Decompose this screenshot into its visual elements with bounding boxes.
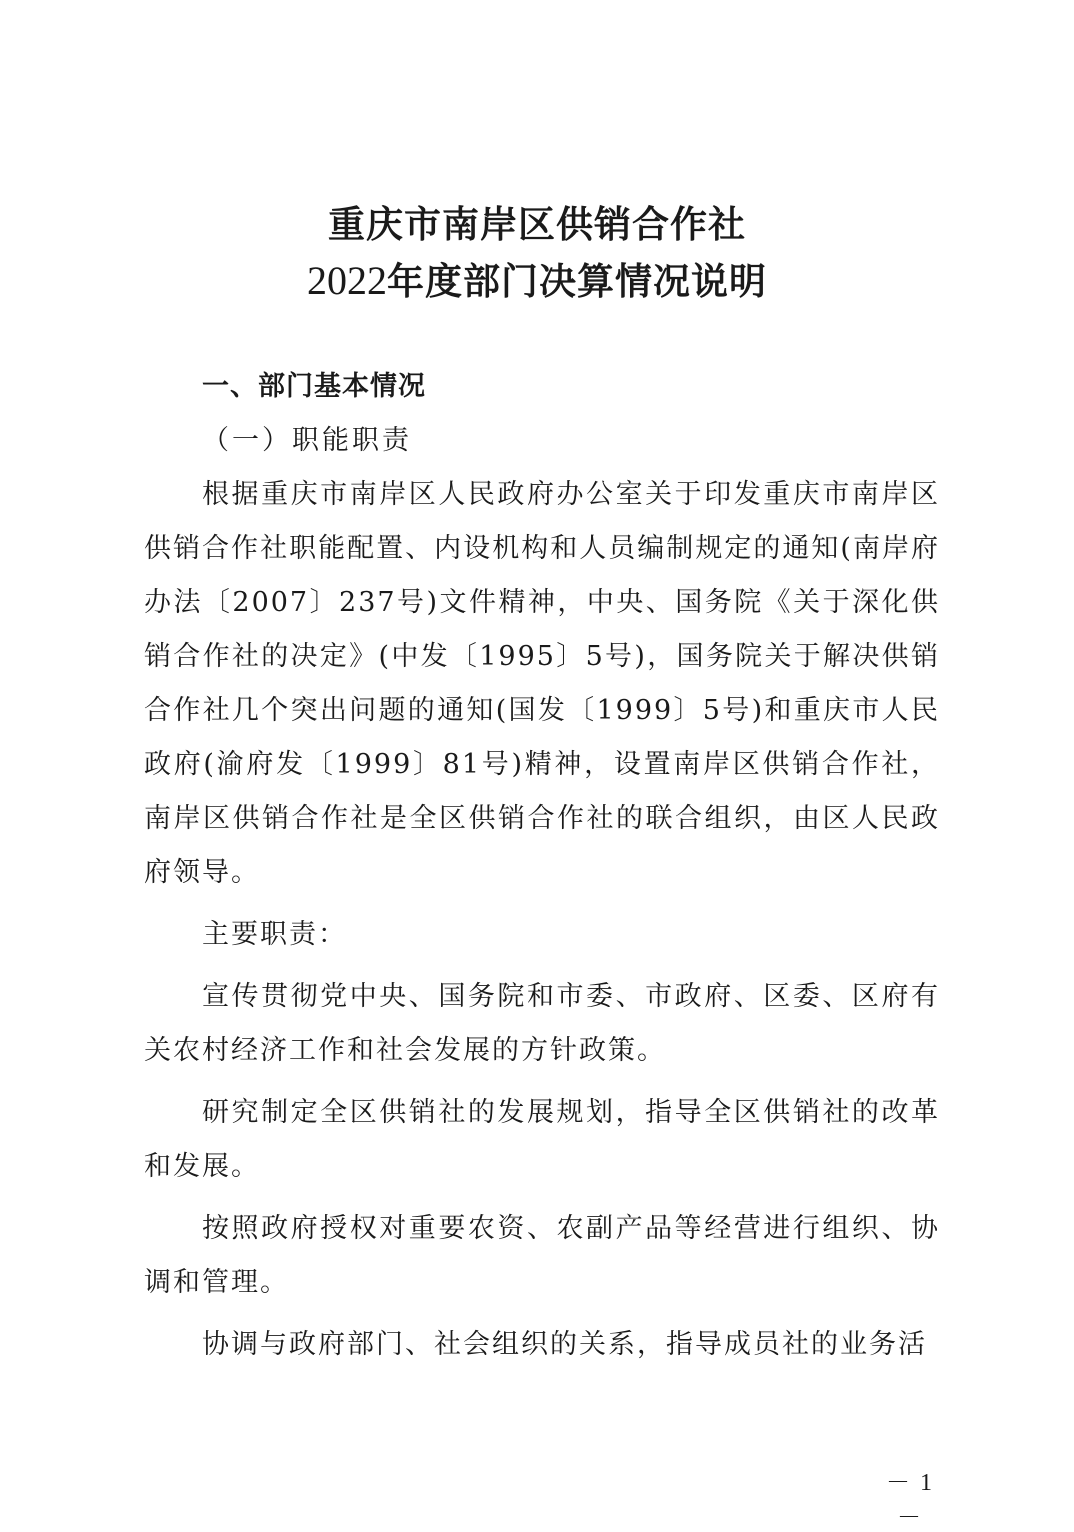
page-number: － 1 － bbox=[886, 1470, 934, 1531]
section-heading: 一、部门基本情况 bbox=[202, 371, 426, 402]
paragraph-spacer bbox=[144, 962, 940, 970]
document-body bbox=[144, 360, 940, 1372]
paragraph-spacer bbox=[144, 900, 940, 908]
duty-paragraph-1: 宣传贯彻党中央、国务院和市委、市政府、区委、区府有关农村经济工作和社会发展的方针政策。 bbox=[144, 981, 940, 1066]
duty-paragraph-2: 研究制定全区供销社的发展规划，指导全区供销社的改革和发展。 bbox=[144, 1097, 940, 1182]
duty-paragraph-3: 按照政府授权对重要农资、农副产品等经营进行组织、协调和管理。 bbox=[144, 1213, 940, 1298]
paragraph-spacer bbox=[144, 1194, 940, 1202]
basis-paragraph: 根据重庆市南岸区人民政府办公室关于印发重庆市南岸区供销合作社职能配置、内设机构和人员编制规定的通知(南岸府办法〔2007〕237号)文件精神，中央、国务院《关于深化供销合作社的决定》(中发〔1995〕5号)，国务院关于解决供销合作社几个突出问题的通知(国发〔1999〕5号)和重庆市人民政府(渝府发〔1999〕81号)精神，设置南岸区供销合作社，南岸区供销合作社是全区供销合作社的联合组织，由区人民政府领导。 bbox=[144, 479, 940, 888]
main-duties-label: 主要职责： bbox=[202, 919, 347, 950]
document-title-subject: 年度部门决算情况说明 bbox=[387, 259, 767, 303]
paragraph-spacer bbox=[144, 1310, 940, 1318]
duty-paragraph-4: 协调与政府部门、社会组织的关系，指导成员社的业务活 bbox=[202, 1329, 927, 1360]
document-title-year: 2022 bbox=[307, 258, 387, 303]
document-title-line-2 bbox=[0, 253, 1074, 309]
subsection-heading: （一）职能职责 bbox=[202, 425, 412, 456]
document-title-line-1: 重庆市南岸区供销合作社 bbox=[328, 202, 746, 246]
paragraph-spacer bbox=[144, 1078, 940, 1086]
